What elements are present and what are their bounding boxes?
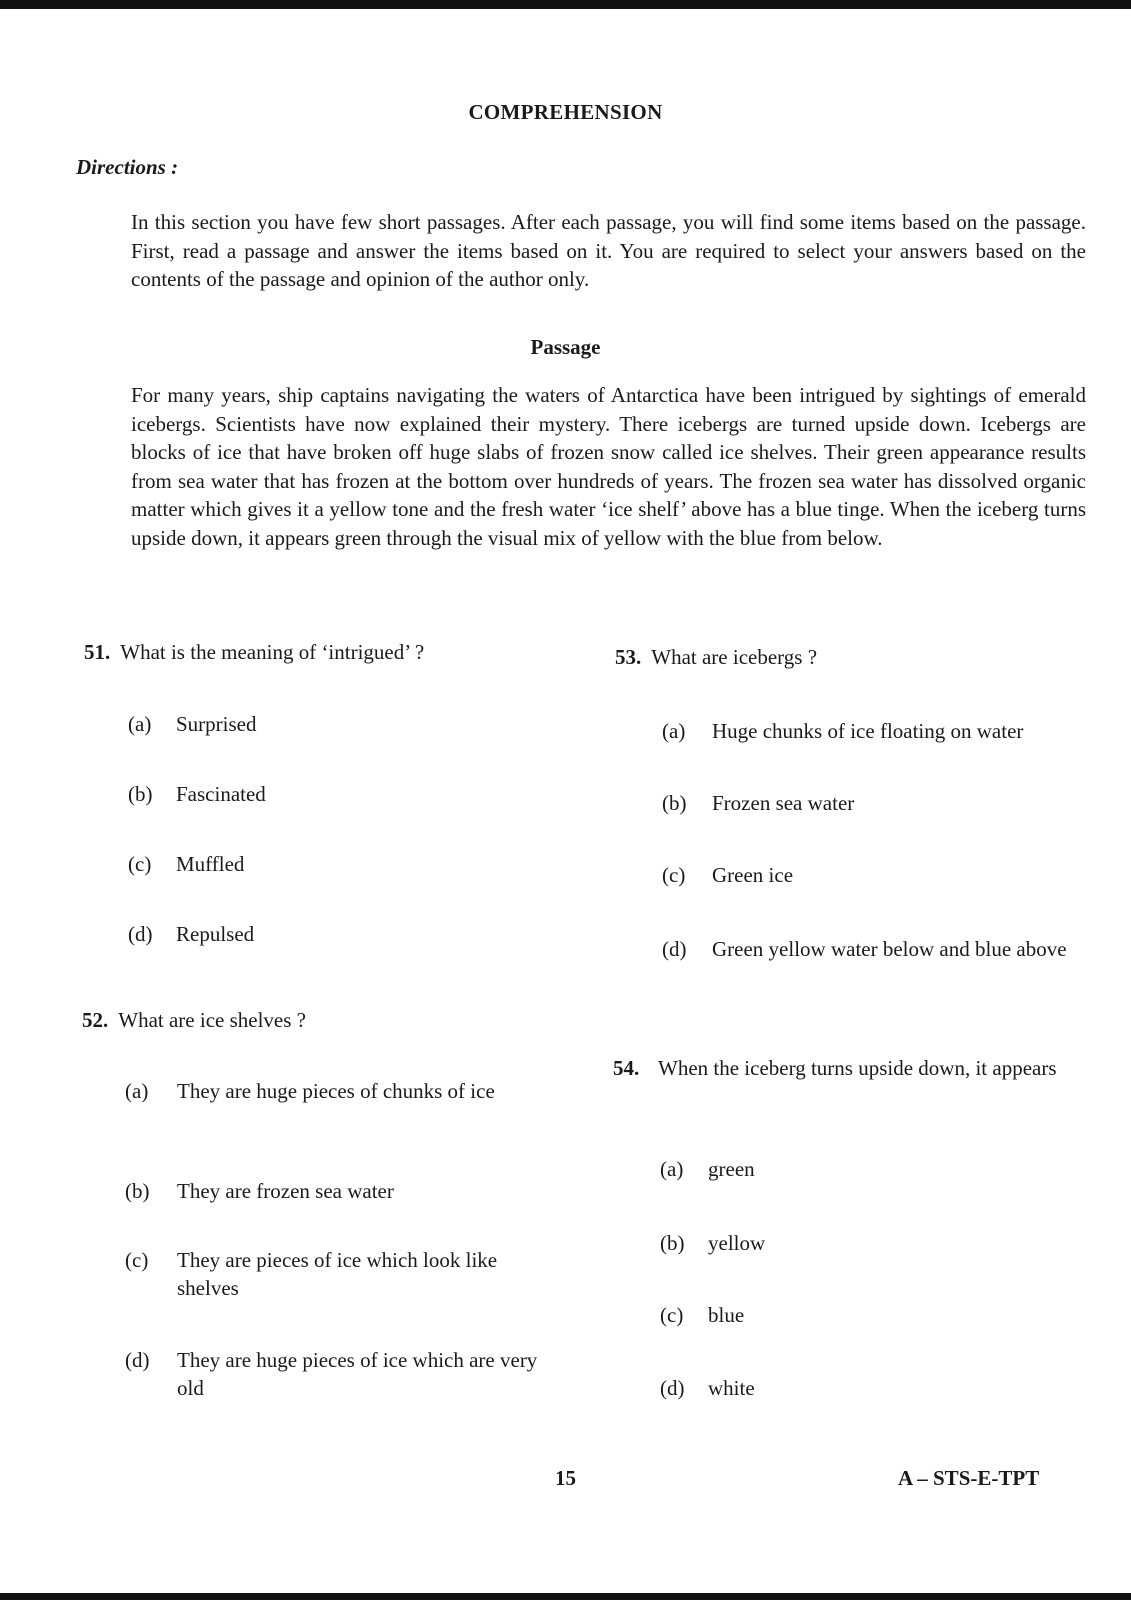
directions-label: Directions : (76, 155, 179, 179)
option-label: (a) (662, 719, 686, 743)
option-51-d[interactable] (128, 920, 558, 948)
question-text: What is the meaning of ‘intrigued’ ? (120, 640, 425, 664)
option-text: They are huge pieces of ice which are very old (177, 1348, 538, 1400)
option-text: Green yellow water below and blue above (712, 937, 1067, 961)
question-text: When the iceberg turns upside down, it appears (658, 1056, 1057, 1080)
question-51 (84, 640, 424, 665)
option-label: (b) (128, 782, 153, 806)
option-text: Fascinated (176, 782, 266, 806)
option-label: (c) (660, 1303, 684, 1327)
option-53-c[interactable] (662, 861, 1092, 889)
option-label: (b) (660, 1231, 685, 1255)
question-number: 53. (615, 645, 642, 669)
option-label: (c) (662, 863, 686, 887)
option-label: (d) (125, 1348, 150, 1372)
option-text: yellow (708, 1231, 766, 1255)
question-52 (82, 1008, 306, 1033)
option-text: They are huge pieces of chunks of ice (177, 1079, 495, 1103)
option-text: Huge chunks of ice floating on water (712, 719, 1024, 743)
question-number: 52. (82, 1008, 109, 1032)
paper-code: A – STS-E-TPT (898, 1466, 1040, 1490)
option-text: Green ice (712, 863, 794, 887)
option-label: (b) (662, 791, 687, 815)
option-text: They are pieces of ice which look like shelves (177, 1248, 498, 1300)
option-54-d[interactable] (660, 1374, 960, 1402)
option-label: (c) (128, 852, 152, 876)
option-52-b[interactable] (125, 1177, 555, 1205)
option-label: (c) (125, 1248, 149, 1272)
option-label: (d) (660, 1376, 685, 1400)
bottom-border (0, 1593, 1131, 1600)
option-51-c[interactable] (128, 850, 558, 878)
section-title: COMPREHENSION (468, 100, 663, 124)
directions-text: In this section you have few short passages. After each passage, you will find some items based on the passage. First, read a passage and answer the items based on it. You are required to select your answers based on the contents of the passage and opinion of the author only. (131, 210, 1086, 291)
option-54-a[interactable] (660, 1155, 960, 1183)
passage-text: For many years, ship captains navigating the waters of Antarctica have been intrigued by sightings of emerald icebergs. Scientists have now explained their mystery. There icebergs are turned upside down. Icebergs are blocks of ice that have broken off huge slabs of frozen snow called ice shelves. Their green appearance results from sea water that has frozen at the bottom over hundreds of years. The frozen sea water has dissolved organic matter which gives it a yellow tone and the fresh water ‘ice shelf’ above has a blue tinge. When the iceberg turns upside down, it appears green through the visual mix of yellow with the blue from below. (131, 383, 1086, 550)
question-text: What are ice shelves ? (118, 1008, 306, 1032)
option-52-a[interactable] (125, 1077, 555, 1133)
top-border (0, 0, 1131, 9)
option-text: white (708, 1376, 755, 1400)
page-number: 15 (555, 1466, 576, 1490)
option-label: (a) (128, 712, 152, 736)
option-54-b[interactable] (660, 1229, 960, 1257)
question-number: 54. (613, 1056, 640, 1080)
option-51-b[interactable] (128, 780, 558, 808)
option-54-c[interactable] (660, 1301, 960, 1329)
option-text: blue (708, 1303, 745, 1327)
question-54 (613, 1054, 1083, 1110)
option-text: They are frozen sea water (177, 1179, 394, 1203)
option-52-c[interactable] (125, 1246, 555, 1302)
option-51-a[interactable] (128, 710, 558, 738)
option-53-a[interactable] (662, 717, 1092, 745)
question-53 (615, 645, 817, 670)
passage-title: Passage (530, 335, 601, 359)
option-text: Surprised (176, 712, 257, 736)
option-text: Repulsed (176, 922, 255, 946)
option-label: (b) (125, 1179, 150, 1203)
option-53-b[interactable] (662, 789, 1092, 817)
option-52-d[interactable] (125, 1346, 555, 1402)
option-text: green (708, 1157, 755, 1181)
question-number: 51. (84, 640, 111, 664)
option-label: (d) (662, 937, 687, 961)
option-label: (d) (128, 922, 153, 946)
option-text: Frozen sea water (712, 791, 855, 815)
question-text: What are icebergs ? (651, 645, 818, 669)
option-label: (a) (660, 1157, 684, 1181)
option-label: (a) (125, 1079, 149, 1103)
option-53-d[interactable] (662, 935, 1092, 991)
option-text: Muffled (176, 852, 245, 876)
